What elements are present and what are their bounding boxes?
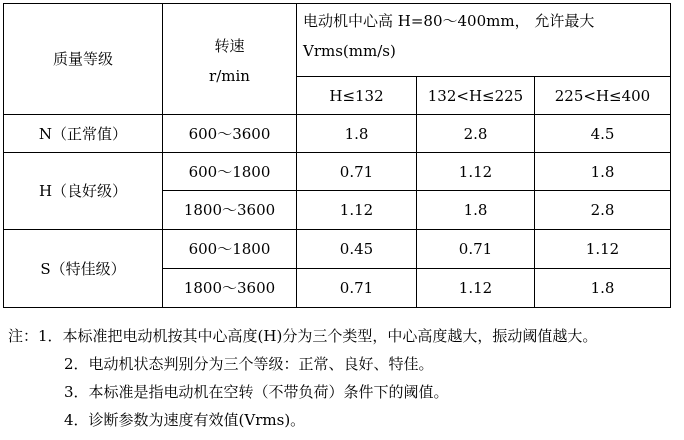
value-cell: 1.8: [417, 191, 535, 230]
grade-cell: N（正常值）: [4, 115, 163, 153]
grade-cell: H（良好级）: [4, 153, 163, 230]
value-cell: 1.12: [417, 269, 535, 308]
speed-cell: 1800～3600: [163, 269, 297, 308]
speed-cell: 1800～3600: [163, 191, 297, 230]
header-speed-unit: r/min: [209, 67, 250, 85]
table-row-h-1: [4, 153, 671, 191]
value-cell: 2.8: [535, 191, 671, 230]
value-cell: 1.12: [535, 230, 671, 269]
value-cell: 0.71: [297, 269, 417, 308]
value-cell: 0.71: [417, 230, 535, 269]
header-speed: [163, 4, 297, 115]
speed-cell: 600～3600: [163, 115, 297, 153]
value-cell: 4.5: [535, 115, 671, 153]
note-text: 2．电动机状态判别分为三个等级：正常、良好、特佳。: [64, 355, 434, 373]
speed-cell: 600～1800: [163, 230, 297, 269]
header-quality-grade: 质量等级: [4, 4, 163, 115]
header-speed-label: 转速: [214, 37, 245, 55]
note-text: 4．诊断参数为速度有效值(Vrms)。: [64, 411, 306, 429]
table-row-n: [4, 115, 671, 153]
speed-cell: 600～1800: [163, 153, 297, 191]
note-item: [8, 406, 680, 434]
note-item: [8, 322, 680, 350]
value-cell: 1.12: [297, 191, 417, 230]
vibration-grade-table: [3, 3, 671, 308]
value-cell: 0.71: [297, 153, 417, 191]
header-col-h400: 225<H≤400: [535, 77, 671, 115]
header-row-1: [4, 4, 671, 77]
note-text: 3．本标准是指电动机在空转（不带负荷）条件下的阈值。: [64, 383, 449, 401]
note-item: [8, 378, 680, 406]
table-row-s-1: [4, 230, 671, 269]
value-cell: 0.45: [297, 230, 417, 269]
value-cell: 1.8: [535, 269, 671, 308]
value-cell: 1.8: [297, 115, 417, 153]
header-group-title-line2: Vrms(mm/s): [303, 42, 396, 60]
header-col-h132: H≤132: [297, 77, 417, 115]
value-cell: 2.8: [417, 115, 535, 153]
notes-section: [8, 322, 680, 434]
grade-cell: S（特佳级）: [4, 230, 163, 308]
notes-prefix: 注：: [8, 327, 39, 345]
header-group-title: [297, 4, 671, 77]
header-group-title-line1: 电动机中心高 H=80～400mm， 允许最大: [303, 12, 595, 30]
note-text: 1．本标准把电动机按其中心高度(H)分为三个类型，中心高度越大，振动阈值越大。: [38, 327, 598, 345]
value-cell: 1.12: [417, 153, 535, 191]
note-item: [8, 350, 680, 378]
header-col-h225: 132<H≤225: [417, 77, 535, 115]
value-cell: 1.8: [535, 153, 671, 191]
